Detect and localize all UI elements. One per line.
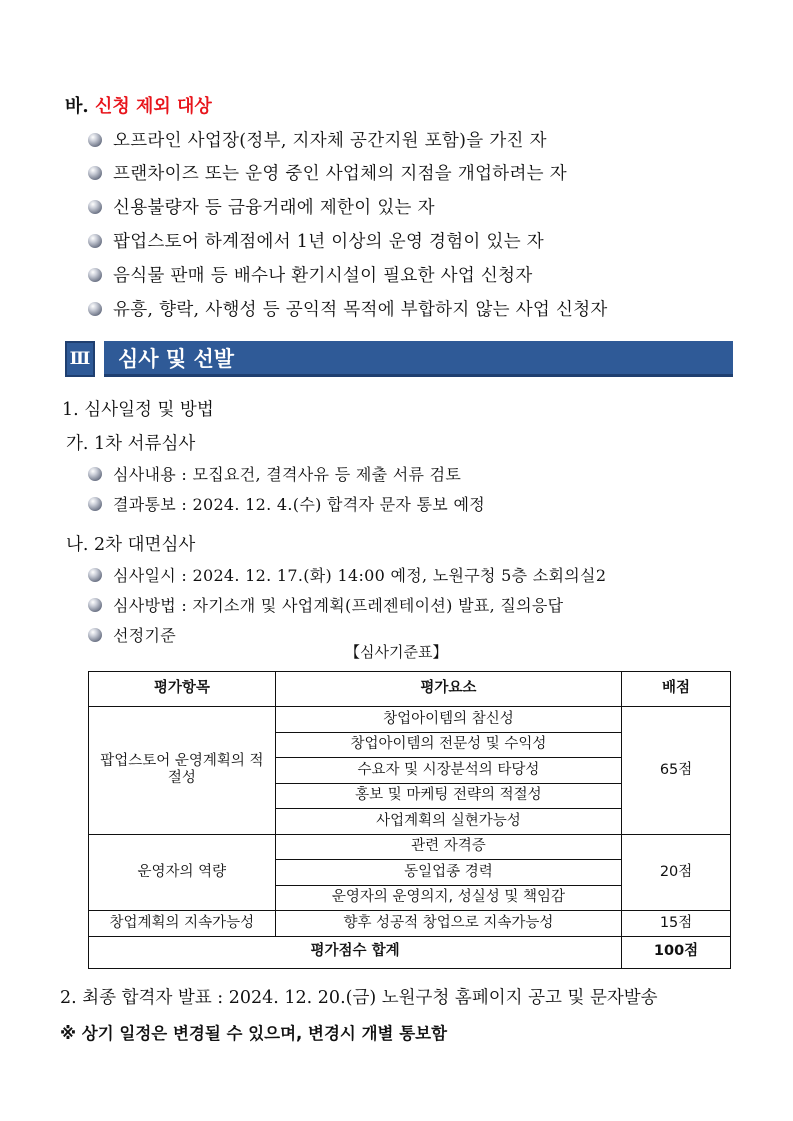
category-cell: 창업계획의 지속가능성 xyxy=(89,911,276,937)
bullet-icon xyxy=(88,497,102,511)
element-cell: 홍보 및 마케팅 전략의 적절성 xyxy=(275,783,621,809)
section-title-banner xyxy=(104,341,733,377)
element-cell: 수요자 및 시장분석의 타당성 xyxy=(275,758,621,784)
table-row xyxy=(89,834,731,860)
score-cell: 20점 xyxy=(622,834,731,911)
score-cell: 15점 xyxy=(622,911,731,937)
bullet-icon xyxy=(88,598,102,612)
first-review-item-text: 심사내용 : 모집요건, 결격사유 등 제출 서류 검토 xyxy=(113,465,462,484)
first-review-item xyxy=(88,492,485,515)
second-review-item-text: 심사일시 : 2024. 12. 17.(화) 14:00 예정, 노원구청 5층 소회의실2 xyxy=(113,566,607,585)
first-review-item-text: 결과통보 : 2024. 12. 4.(수) 합격자 문자 통보 예정 xyxy=(113,495,485,514)
first-review-item xyxy=(88,462,461,485)
table-row xyxy=(89,911,731,937)
bullet-icon xyxy=(88,568,102,582)
total-score: 100점 xyxy=(622,936,731,968)
exclusion-prefix: 바. xyxy=(65,96,89,117)
second-review-item xyxy=(88,623,176,646)
bullet-icon xyxy=(88,234,102,248)
element-cell: 창업아이템의 전문성 및 수익성 xyxy=(275,732,621,758)
bullet-icon xyxy=(88,628,102,642)
category-cell: 운영자의 역량 xyxy=(89,834,276,911)
element-cell: 운영자의 운영의지, 성실성 및 책임감 xyxy=(275,885,621,911)
element-cell: 향후 성공적 창업으로 지속가능성 xyxy=(275,911,621,937)
header-score: 배점 xyxy=(622,672,731,707)
exclusion-item xyxy=(88,262,533,287)
bullet-icon xyxy=(88,200,102,214)
table-header-row xyxy=(89,672,731,707)
first-review-heading: 가. 1차 서류심사 xyxy=(66,434,196,454)
schedule-change-note: ※ 상기 일정은 변경될 수 있으며, 변경시 개별 통보함 xyxy=(60,1024,448,1043)
table-row xyxy=(89,707,731,733)
section-title: 심사 및 선발 xyxy=(118,346,235,371)
bullet-icon xyxy=(88,166,102,180)
header-element: 평가요소 xyxy=(275,672,621,707)
category-cell: 팝업스토어 운영계획의 적절성 xyxy=(89,707,276,835)
table-total-row xyxy=(89,936,731,968)
evaluation-table xyxy=(88,671,731,969)
exclusion-item xyxy=(88,194,435,219)
element-cell: 사업계획의 실현가능성 xyxy=(275,809,621,835)
exclusion-item xyxy=(88,160,567,185)
exclusion-title: 신청 제외 대상 xyxy=(94,96,212,117)
second-review-item xyxy=(88,563,606,586)
bullet-icon xyxy=(88,302,102,316)
exclusion-heading xyxy=(65,92,212,118)
final-announcement: 2. 최종 합격자 발표 : 2024. 12. 20.(금) 노원구청 홈페이지 공고 및 문자발송 xyxy=(60,988,658,1008)
element-cell: 창업아이템의 참신성 xyxy=(275,707,621,733)
element-cell: 동일업종 경력 xyxy=(275,860,621,886)
exclusion-item-text: 유흥, 향락, 사행성 등 공익적 목적에 부합하지 않는 사업 신청자 xyxy=(113,300,608,320)
bullet-icon xyxy=(88,133,102,147)
header-category: 평가항목 xyxy=(89,672,276,707)
section-number-box: Ⅲ xyxy=(65,341,95,377)
score-cell: 65점 xyxy=(622,707,731,835)
bullet-icon xyxy=(88,268,102,282)
exclusion-item-text: 프랜차이즈 또는 운영 중인 사업체의 지점을 개업하려는 자 xyxy=(113,164,567,184)
second-review-item-text: 선정기준 xyxy=(113,626,177,645)
exclusion-item-text: 음식물 판매 등 배수나 환기시설이 필요한 사업 신청자 xyxy=(113,266,533,286)
exclusion-item-text: 신용불량자 등 금융거래에 제한이 있는 자 xyxy=(113,198,435,218)
schedule-heading: 1. 심사일정 및 방법 xyxy=(62,400,214,420)
exclusion-item xyxy=(88,228,544,253)
total-label: 평가점수 합계 xyxy=(89,936,622,968)
exclusion-item xyxy=(88,296,608,321)
exclusion-item-text: 오프라인 사업장(정부, 지자체 공간지원 포함)을 가진 자 xyxy=(113,131,547,151)
second-review-item-text: 심사방법 : 자기소개 및 사업계획(프레젠테이션) 발표, 질의응답 xyxy=(113,596,564,615)
bullet-icon xyxy=(88,467,102,481)
element-cell: 관련 자격증 xyxy=(275,834,621,860)
exclusion-item-text: 팝업스토어 하계점에서 1년 이상의 운영 경험이 있는 자 xyxy=(113,232,544,252)
second-review-heading: 나. 2차 대면심사 xyxy=(66,535,196,555)
exclusion-item xyxy=(88,127,547,152)
second-review-item xyxy=(88,593,563,616)
table-caption: 【심사기준표】 xyxy=(345,643,448,661)
